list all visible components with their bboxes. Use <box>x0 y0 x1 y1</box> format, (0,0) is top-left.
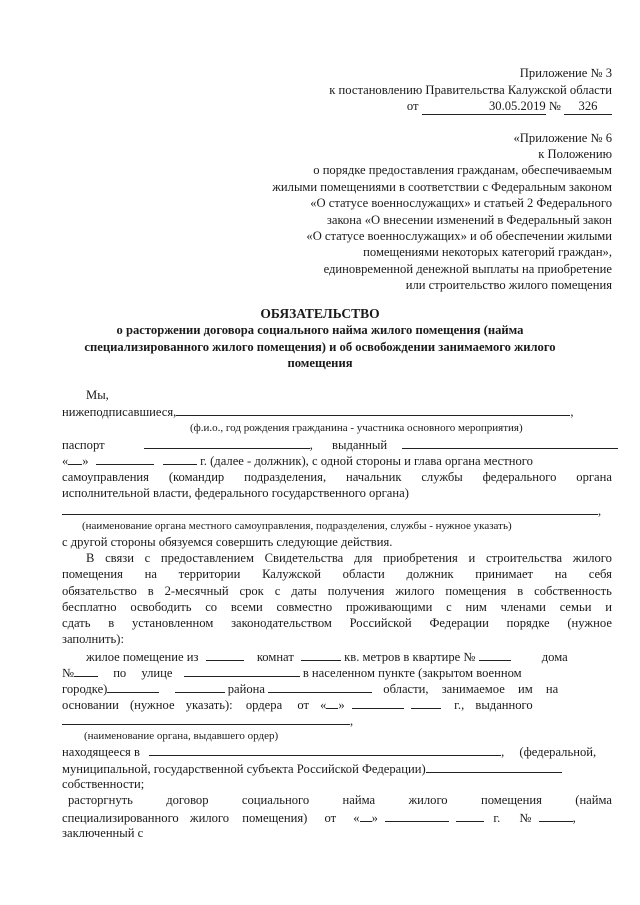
passport-label: паспорт <box>62 438 105 452</box>
issuer-blank <box>62 713 350 725</box>
word: области <box>342 567 385 581</box>
quote-close: » <box>82 454 89 468</box>
word: проживающими <box>345 600 433 614</box>
exec-power-line: исполнительной власти, федерального государственного органа) <box>62 486 409 500</box>
word: г., <box>454 698 465 712</box>
quote-open: « <box>353 811 360 825</box>
word: предоставлением <box>160 551 254 565</box>
property-line <box>62 761 562 777</box>
self-gov-line <box>62 470 612 485</box>
word: 2-месячный <box>164 584 229 598</box>
word: федерального <box>482 470 557 484</box>
para1-line <box>62 567 612 582</box>
housing-text: жилое помещение из <box>86 650 199 664</box>
hint-org: (наименование органа местного самоуправления, подразделения, службы - нужное указать) <box>82 520 512 532</box>
passport-blank <box>144 437 310 449</box>
word: в <box>108 616 115 630</box>
word: строительства <box>485 551 563 565</box>
order-day-blank <box>326 697 338 709</box>
district-blank <box>175 681 225 693</box>
word: членами <box>500 600 546 614</box>
word: бесплатно <box>62 600 117 614</box>
issuer-blank-line: , <box>62 713 353 729</box>
appendix6-line: единовременной денежной выплаты на приобретение <box>323 262 612 276</box>
year-blank <box>163 453 197 465</box>
para1-line <box>62 584 612 599</box>
word: (найма <box>575 793 612 807</box>
subtitle-line: специализированного жилого помещения) и об освобождении занимаемого жилого <box>84 340 556 354</box>
word: на <box>144 567 157 581</box>
word: ордера <box>245 698 283 712</box>
issued-blank <box>402 437 618 449</box>
rooms-label: комнат <box>256 650 294 664</box>
town-label: городке) <box>62 682 108 696</box>
word: от <box>324 811 337 825</box>
word: порядке <box>506 616 550 630</box>
contract-year-blank <box>456 810 484 822</box>
word: службы <box>421 470 463 484</box>
terminate-line1 <box>68 793 612 808</box>
word: выданного <box>475 698 533 712</box>
subtitle-line: помещения <box>287 356 353 370</box>
apartment-blank <box>479 649 511 661</box>
passport-line: паспорт , выданный <box>62 437 618 453</box>
appendix6-line: «О статусе военнослужащих» и статьей 2 Федерального <box>310 196 612 210</box>
word: со <box>205 600 218 614</box>
town-blank <box>107 681 159 693</box>
ownership-line: собственности; <box>62 777 145 791</box>
district-label: района <box>227 682 265 696</box>
order-year-blank <box>411 697 441 709</box>
word: и <box>605 600 612 614</box>
word: Федерации <box>429 616 489 630</box>
word: жилого <box>572 551 612 565</box>
appendix6-line: или строительство жилого помещения <box>405 278 612 292</box>
date-field: 30.05.2019 <box>422 99 546 115</box>
word: от <box>297 698 309 712</box>
house-blank <box>74 665 98 677</box>
para1-line-last: заполнить): <box>62 632 124 646</box>
word: освободить <box>130 600 192 614</box>
property-text: муниципальной, государственной субъекта Российской Федерации) <box>62 762 426 776</box>
area-label: кв. метров в квартире № <box>344 650 476 664</box>
word: указать): <box>185 698 233 712</box>
house-label: дома <box>541 650 568 664</box>
word: приобретения <box>383 551 458 565</box>
word: помещения) <box>242 811 308 825</box>
word: им <box>517 682 533 696</box>
word: законодательством <box>231 616 332 630</box>
housing-line3 <box>62 681 558 697</box>
quote-open: « <box>62 454 69 468</box>
appendix6-line: жилыми помещениями в соответствии с Федеральным законом <box>272 180 612 194</box>
fio-blank <box>176 404 570 416</box>
terminate-line2: специализированного жилого помещения) от « » г. № , <box>62 811 576 825</box>
appendix6-line: помещениями некоторых категорий граждан», <box>363 245 612 259</box>
located-line: находящееся в , (федеральной, <box>62 745 597 759</box>
appendix6-line: к Положению <box>538 147 612 161</box>
num-label: № <box>62 666 75 680</box>
appendix6-line: закона «О внесении изменений в Федеральный закон <box>326 213 612 227</box>
settlement-text: в населенном пункте (закрытом военном <box>302 666 522 680</box>
appendix-line1: Приложение № 3 <box>519 66 612 80</box>
housing-line2 <box>62 665 522 681</box>
word: Свидетельства <box>264 551 344 565</box>
org-blank-line: , <box>62 503 601 519</box>
word: с <box>144 551 151 565</box>
year-label: г. <box>493 811 501 825</box>
word: договор <box>166 793 209 807</box>
street-blank <box>184 665 300 677</box>
word: на <box>554 567 568 581</box>
word: с <box>274 584 281 598</box>
housing-line4 <box>62 697 533 713</box>
word: сдать <box>62 616 91 630</box>
location-blank <box>149 744 501 756</box>
word: найма <box>342 793 376 807</box>
federal-text: (федеральной, <box>519 745 597 759</box>
word: помещения <box>62 567 123 581</box>
quote-close: » <box>371 811 378 825</box>
appendix-line2: к постановлению Правительства Калужской области <box>329 83 612 97</box>
word: улице <box>141 666 173 680</box>
word: семьи <box>559 600 592 614</box>
org-blank <box>62 503 598 515</box>
word: получения <box>327 584 385 598</box>
date-line <box>62 453 533 469</box>
document-title: ОБЯЗАТЕЛЬСТВО <box>260 306 380 321</box>
word: совместно <box>276 600 333 614</box>
para1-line <box>86 551 612 566</box>
appendix6-line: «Приложение № 6 <box>513 131 612 145</box>
word: связи <box>105 551 134 565</box>
hint-issuer: (наименование органа, выдавшего ордер) <box>84 730 279 742</box>
num-label: № <box>519 811 532 825</box>
word: расторгнуть <box>68 793 133 807</box>
concluded-line: заключенный с <box>62 826 144 840</box>
word: социального <box>241 793 310 807</box>
word: области, <box>383 682 429 696</box>
from-label: от <box>406 99 419 113</box>
word: по <box>113 666 127 680</box>
housing-line1 <box>86 649 568 665</box>
word: занимаемое <box>441 682 505 696</box>
other-side-line: с другой стороны обязуемся совершить следующие действия. <box>62 535 393 549</box>
word: специализированного <box>62 811 179 825</box>
appendix6-line: о порядке предоставления гражданам, обеспечиваемым <box>313 163 612 177</box>
number-label: № <box>548 99 561 113</box>
word: самоуправления <box>62 470 149 484</box>
word: жилого <box>189 811 230 825</box>
word: себя <box>588 567 612 581</box>
word: Калужской <box>262 567 322 581</box>
signed-text: нижеподписавшиеся, <box>62 405 177 419</box>
rooms-blank <box>206 649 244 661</box>
word: территории <box>178 567 241 581</box>
word: начальник <box>345 470 402 484</box>
word: помещения <box>480 793 542 807</box>
word: органа <box>576 470 612 484</box>
appendix6-line: «О статусе военнослужащих» и об обеспечении жилыми <box>306 229 612 243</box>
word: в <box>517 584 524 598</box>
word: основании <box>62 698 119 712</box>
word: и <box>468 551 476 565</box>
issued-label: выданный <box>332 438 388 452</box>
word: помещения <box>445 584 507 598</box>
word: ним <box>465 600 487 614</box>
word: жилого <box>408 793 448 807</box>
word: собственность <box>534 584 612 598</box>
word: установленном <box>131 616 214 630</box>
subtitle-line: о расторжении договора социального найма жилого помещения (найма <box>116 323 524 337</box>
word: с <box>446 600 452 614</box>
debtor-text: г. (далее - должник), с одной стороны и глава органа местного <box>200 454 533 468</box>
month-blank <box>96 453 154 465</box>
contract-month-blank <box>385 810 449 822</box>
property-blank <box>426 761 562 773</box>
word: подразделения, <box>244 470 327 484</box>
contract-day-blank <box>360 810 372 822</box>
word: срок <box>239 584 264 598</box>
word: в <box>147 584 154 598</box>
word: должник <box>406 567 454 581</box>
day-blank <box>68 453 82 465</box>
word: обязательство <box>62 584 137 598</box>
para1-line <box>62 600 612 615</box>
order-month-blank <box>352 697 404 709</box>
word: для <box>353 551 373 565</box>
word: Российской <box>349 616 412 630</box>
word: (нужное <box>129 698 175 712</box>
word: (командир <box>168 470 225 484</box>
appendix-date-line <box>407 99 612 115</box>
hint-fio: (ф.и.о., год рождения гражданина - участника основного мероприятия) <box>190 422 523 434</box>
area-blank <box>301 649 341 661</box>
quote-close: » <box>338 698 345 712</box>
word: В <box>86 551 95 565</box>
contract-num-blank <box>539 810 573 822</box>
quote-open: « <box>320 698 327 712</box>
located-label: находящееся в <box>62 745 140 759</box>
number-field: 326 <box>564 99 612 115</box>
word: принимает <box>475 567 534 581</box>
word: (нужное <box>567 616 612 630</box>
word: всеми <box>230 600 263 614</box>
word: на <box>545 682 559 696</box>
para1-line <box>62 616 612 631</box>
word: жилого <box>395 584 435 598</box>
signed-line: нижеподписавшиеся, , <box>62 405 574 419</box>
word: даты <box>291 584 317 598</box>
we-text: Мы, <box>86 388 109 402</box>
region-blank <box>268 681 372 693</box>
